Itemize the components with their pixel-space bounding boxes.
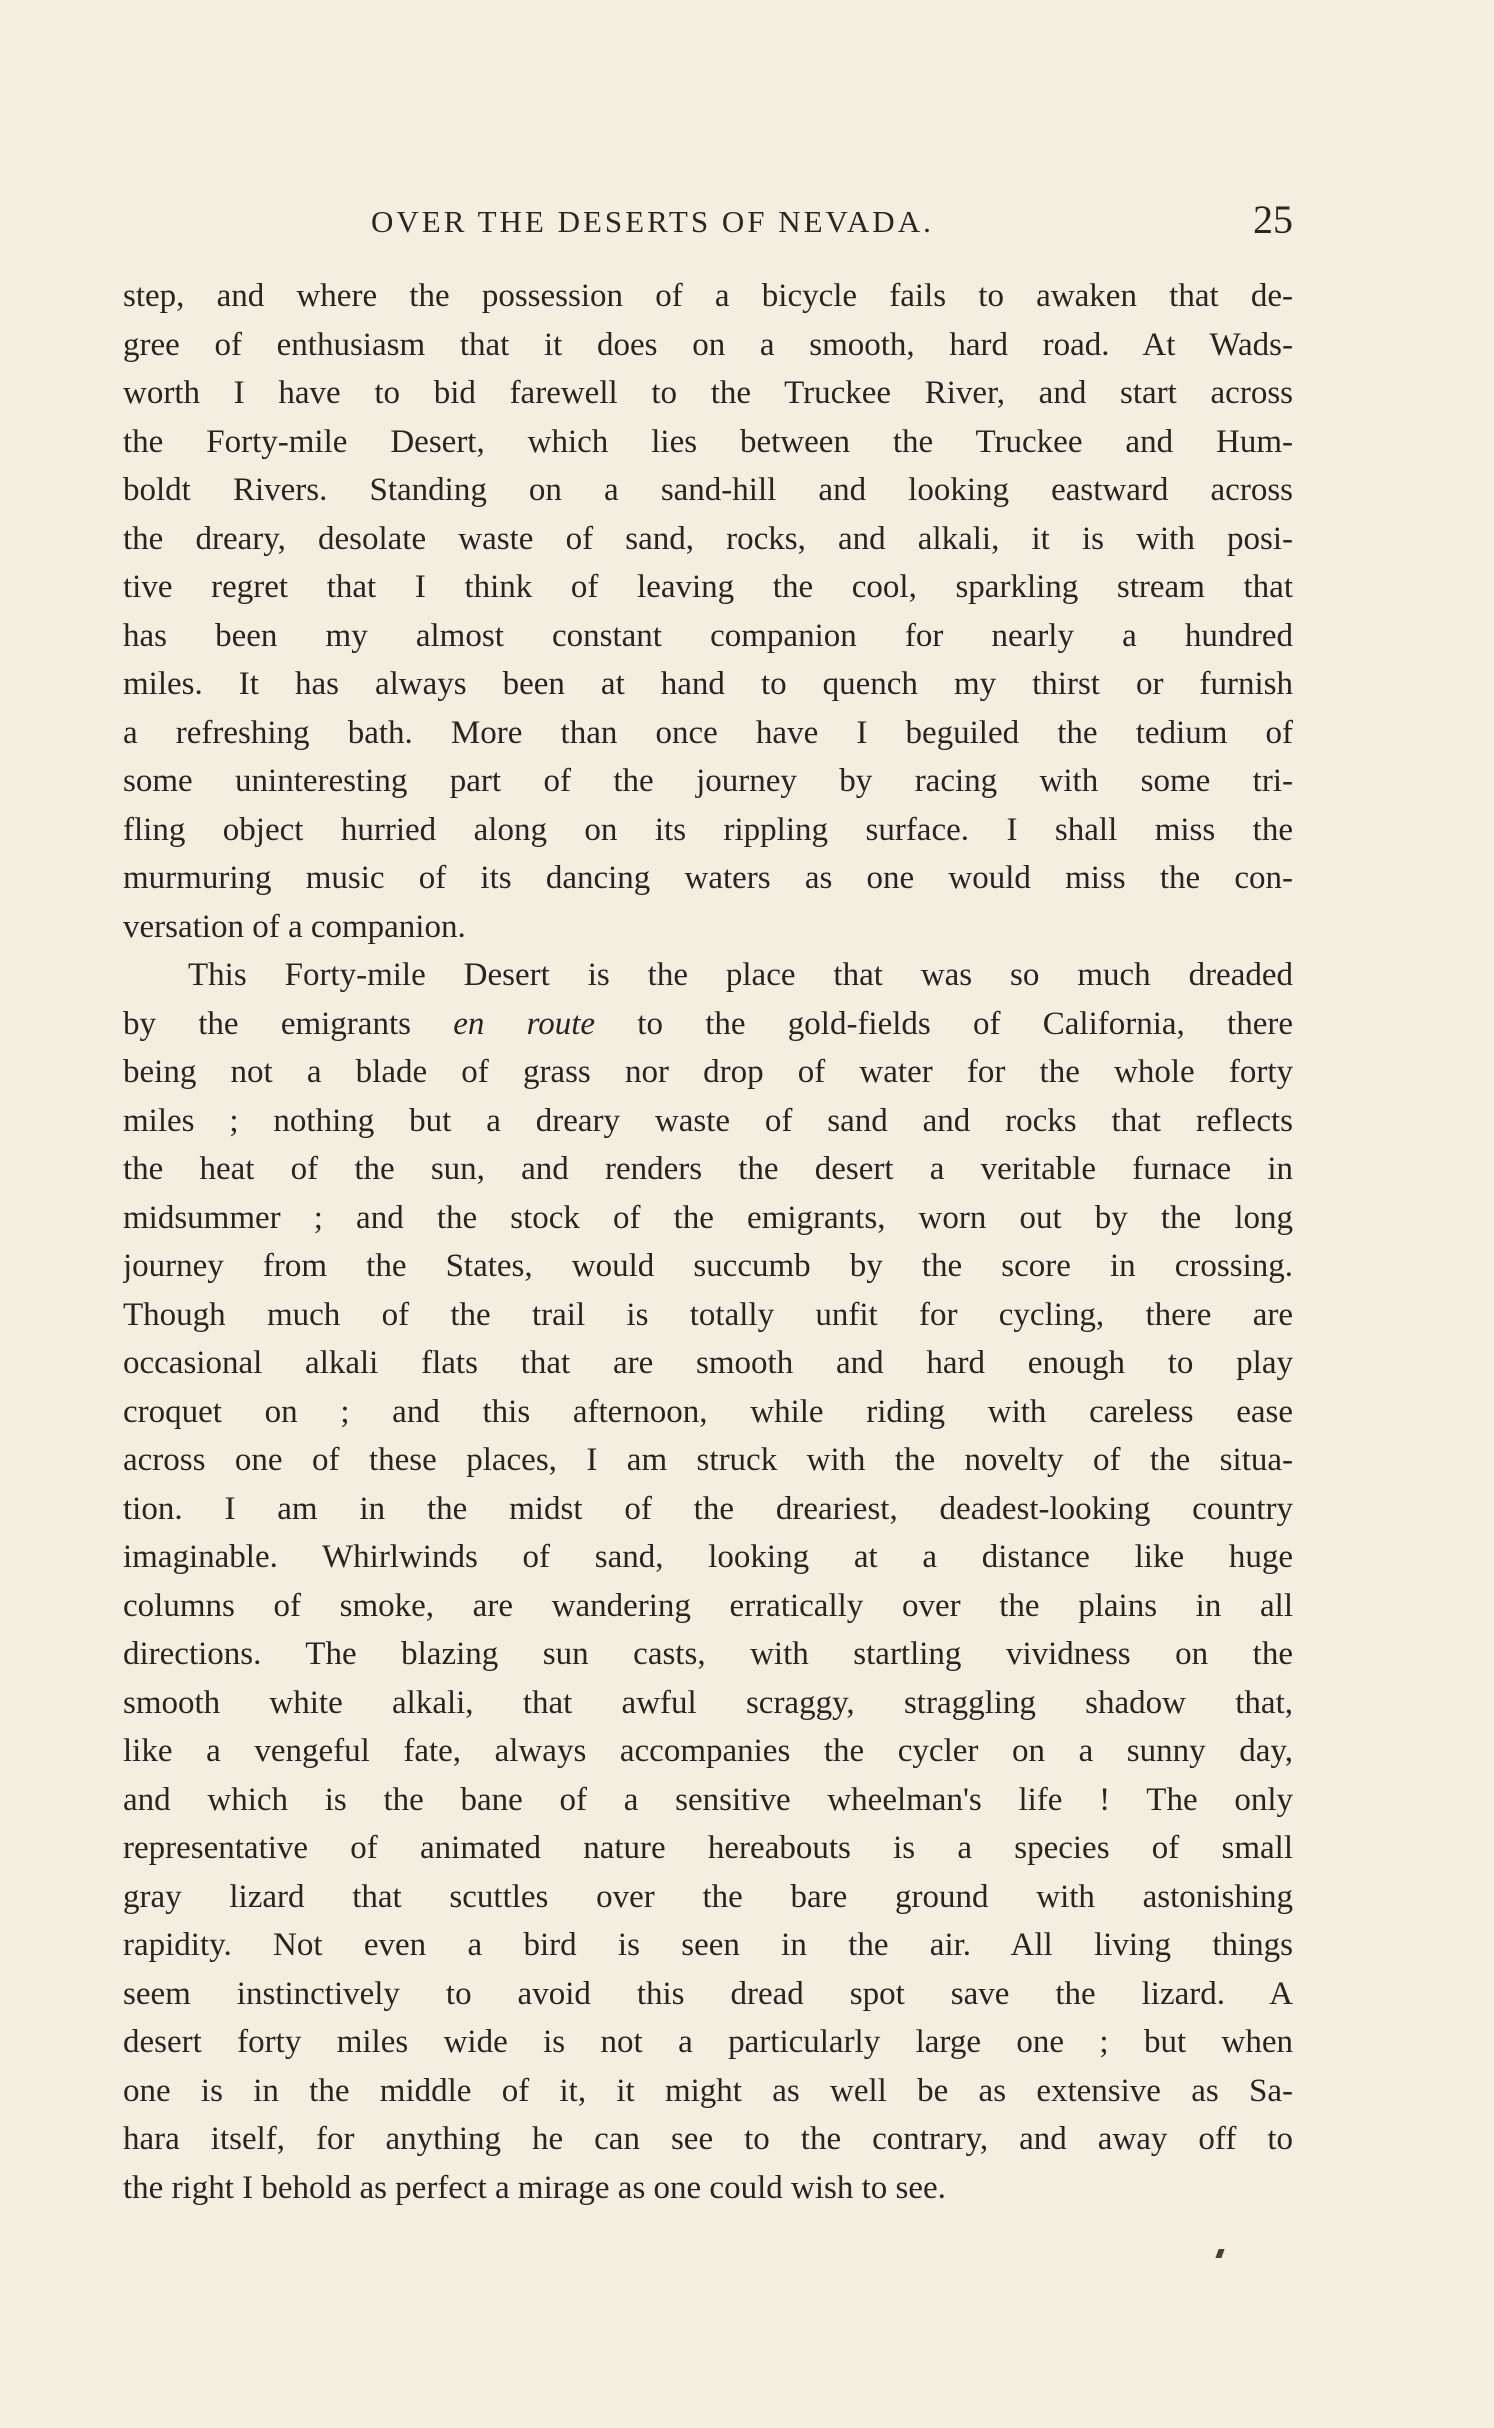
text-line: tion. I am in the midst of the dreariest, deadest-looking country — [123, 1490, 1293, 1527]
text-line: like a vengeful fate, always accompanies the cycler on a sunny day, — [123, 1733, 1293, 1769]
text-line: representative of animated nature hereabouts is a species of small — [123, 1830, 1293, 1866]
text-line: the dreary, desolate waste of sand, rocks, and alkali, it is with posi- — [123, 520, 1293, 557]
text-line: step, and where the possession of a bicycle fails to awaken that de- — [123, 278, 1293, 314]
text-line: miles ; nothing but a dreary waste of sand and rocks that reflects — [123, 1102, 1293, 1139]
page-number: 25 — [1253, 197, 1293, 242]
text-line: croquet on ; and this afternoon, while riding with careless ease — [123, 1393, 1293, 1430]
text-line: versation of a companion. — [123, 908, 466, 945]
text-line: gray lizard that scuttles over the bare ground with astonishing — [123, 1878, 1293, 1915]
text-line: smooth white alkali, that awful scraggy, straggling shadow that, — [123, 1684, 1293, 1721]
text-line: seem instinctively to avoid this dread spot save the lizard. A — [123, 1975, 1293, 2012]
text-line: fling object hurried along on its rippling surface. I shall miss the — [123, 811, 1293, 848]
text-line: the right I behold as perfect a mirage as one could wish to see. — [123, 2169, 946, 2206]
text-line: hara itself, for anything he can see to the contrary, and away off to — [123, 2121, 1293, 2157]
text-line: some uninteresting part of the journey by racing with some tri- — [123, 763, 1293, 799]
text-line: worth I have to bid farewell to the Truckee River, and start across — [123, 375, 1293, 411]
text-line: tive regret that I think of leaving the cool, sparkling stream that — [123, 569, 1293, 605]
text-line: midsummer ; and the stock of the emigrants, worn out by the long — [123, 1199, 1293, 1236]
text-line: the Forty-mile Desert, which lies between the Truckee and Hum- — [123, 423, 1293, 460]
text-line: by the emigrants en route to the gold-fields of California, there — [123, 1005, 1293, 1042]
text-line: gree of enthusiasm that it does on a smooth, hard road. At Wads- — [123, 326, 1293, 363]
text-line: boldt Rivers. Standing on a sand-hill and looking eastward across — [123, 472, 1293, 508]
paragraph — [123, 272, 1293, 951]
text-line: This Forty-mile Desert is the place that was so much dreaded — [188, 957, 1293, 993]
paragraph — [123, 951, 1293, 2212]
page-header — [123, 192, 1293, 248]
body-text — [123, 272, 1293, 2212]
text-line: the heat of the sun, and renders the desert a veritable furnace in — [123, 1151, 1293, 1187]
text-line: rapidity. Not even a bird is seen in the air. All living things — [123, 1927, 1293, 1963]
running-head: OVER THE DESERTS OF NEVADA. — [371, 204, 934, 239]
text-line: across one of these places, I am struck with the novelty of the situa- — [123, 1442, 1293, 1478]
text-line: desert forty miles wide is not a particularly large one ; but when — [123, 2024, 1293, 2060]
text-line: a refreshing bath. More than once have I beguiled the tedium of — [123, 714, 1293, 751]
text-line: murmuring music of its dancing waters as one would miss the con- — [123, 860, 1293, 896]
text-line: columns of smoke, are wandering erratically over the plains in all — [123, 1587, 1293, 1624]
text-line: journey from the States, would succumb by the score in crossing. — [123, 1248, 1293, 1284]
ink-speck — [1215, 2249, 1224, 2258]
text-line: occasional alkali flats that are smooth and hard enough to play — [123, 1345, 1293, 1381]
text-line: miles. It has always been at hand to quench my thirst or furnish — [123, 666, 1293, 702]
text-line: imaginable. Whirlwinds of sand, looking at a distance like huge — [123, 1539, 1293, 1575]
text-line: Though much of the trail is totally unfit for cycling, there are — [123, 1296, 1293, 1333]
text-line: directions. The blazing sun casts, with startling vividness on the — [123, 1636, 1293, 1672]
text-line: being not a blade of grass nor drop of water for the whole forty — [123, 1054, 1293, 1090]
text-line: one is in the middle of it, it might as well be as extensive as Sa- — [123, 2072, 1293, 2109]
text-line: has been my almost constant companion for nearly a hundred — [123, 617, 1293, 654]
text-line: and which is the bane of a sensitive wheelman's life ! The only — [123, 1781, 1293, 1818]
